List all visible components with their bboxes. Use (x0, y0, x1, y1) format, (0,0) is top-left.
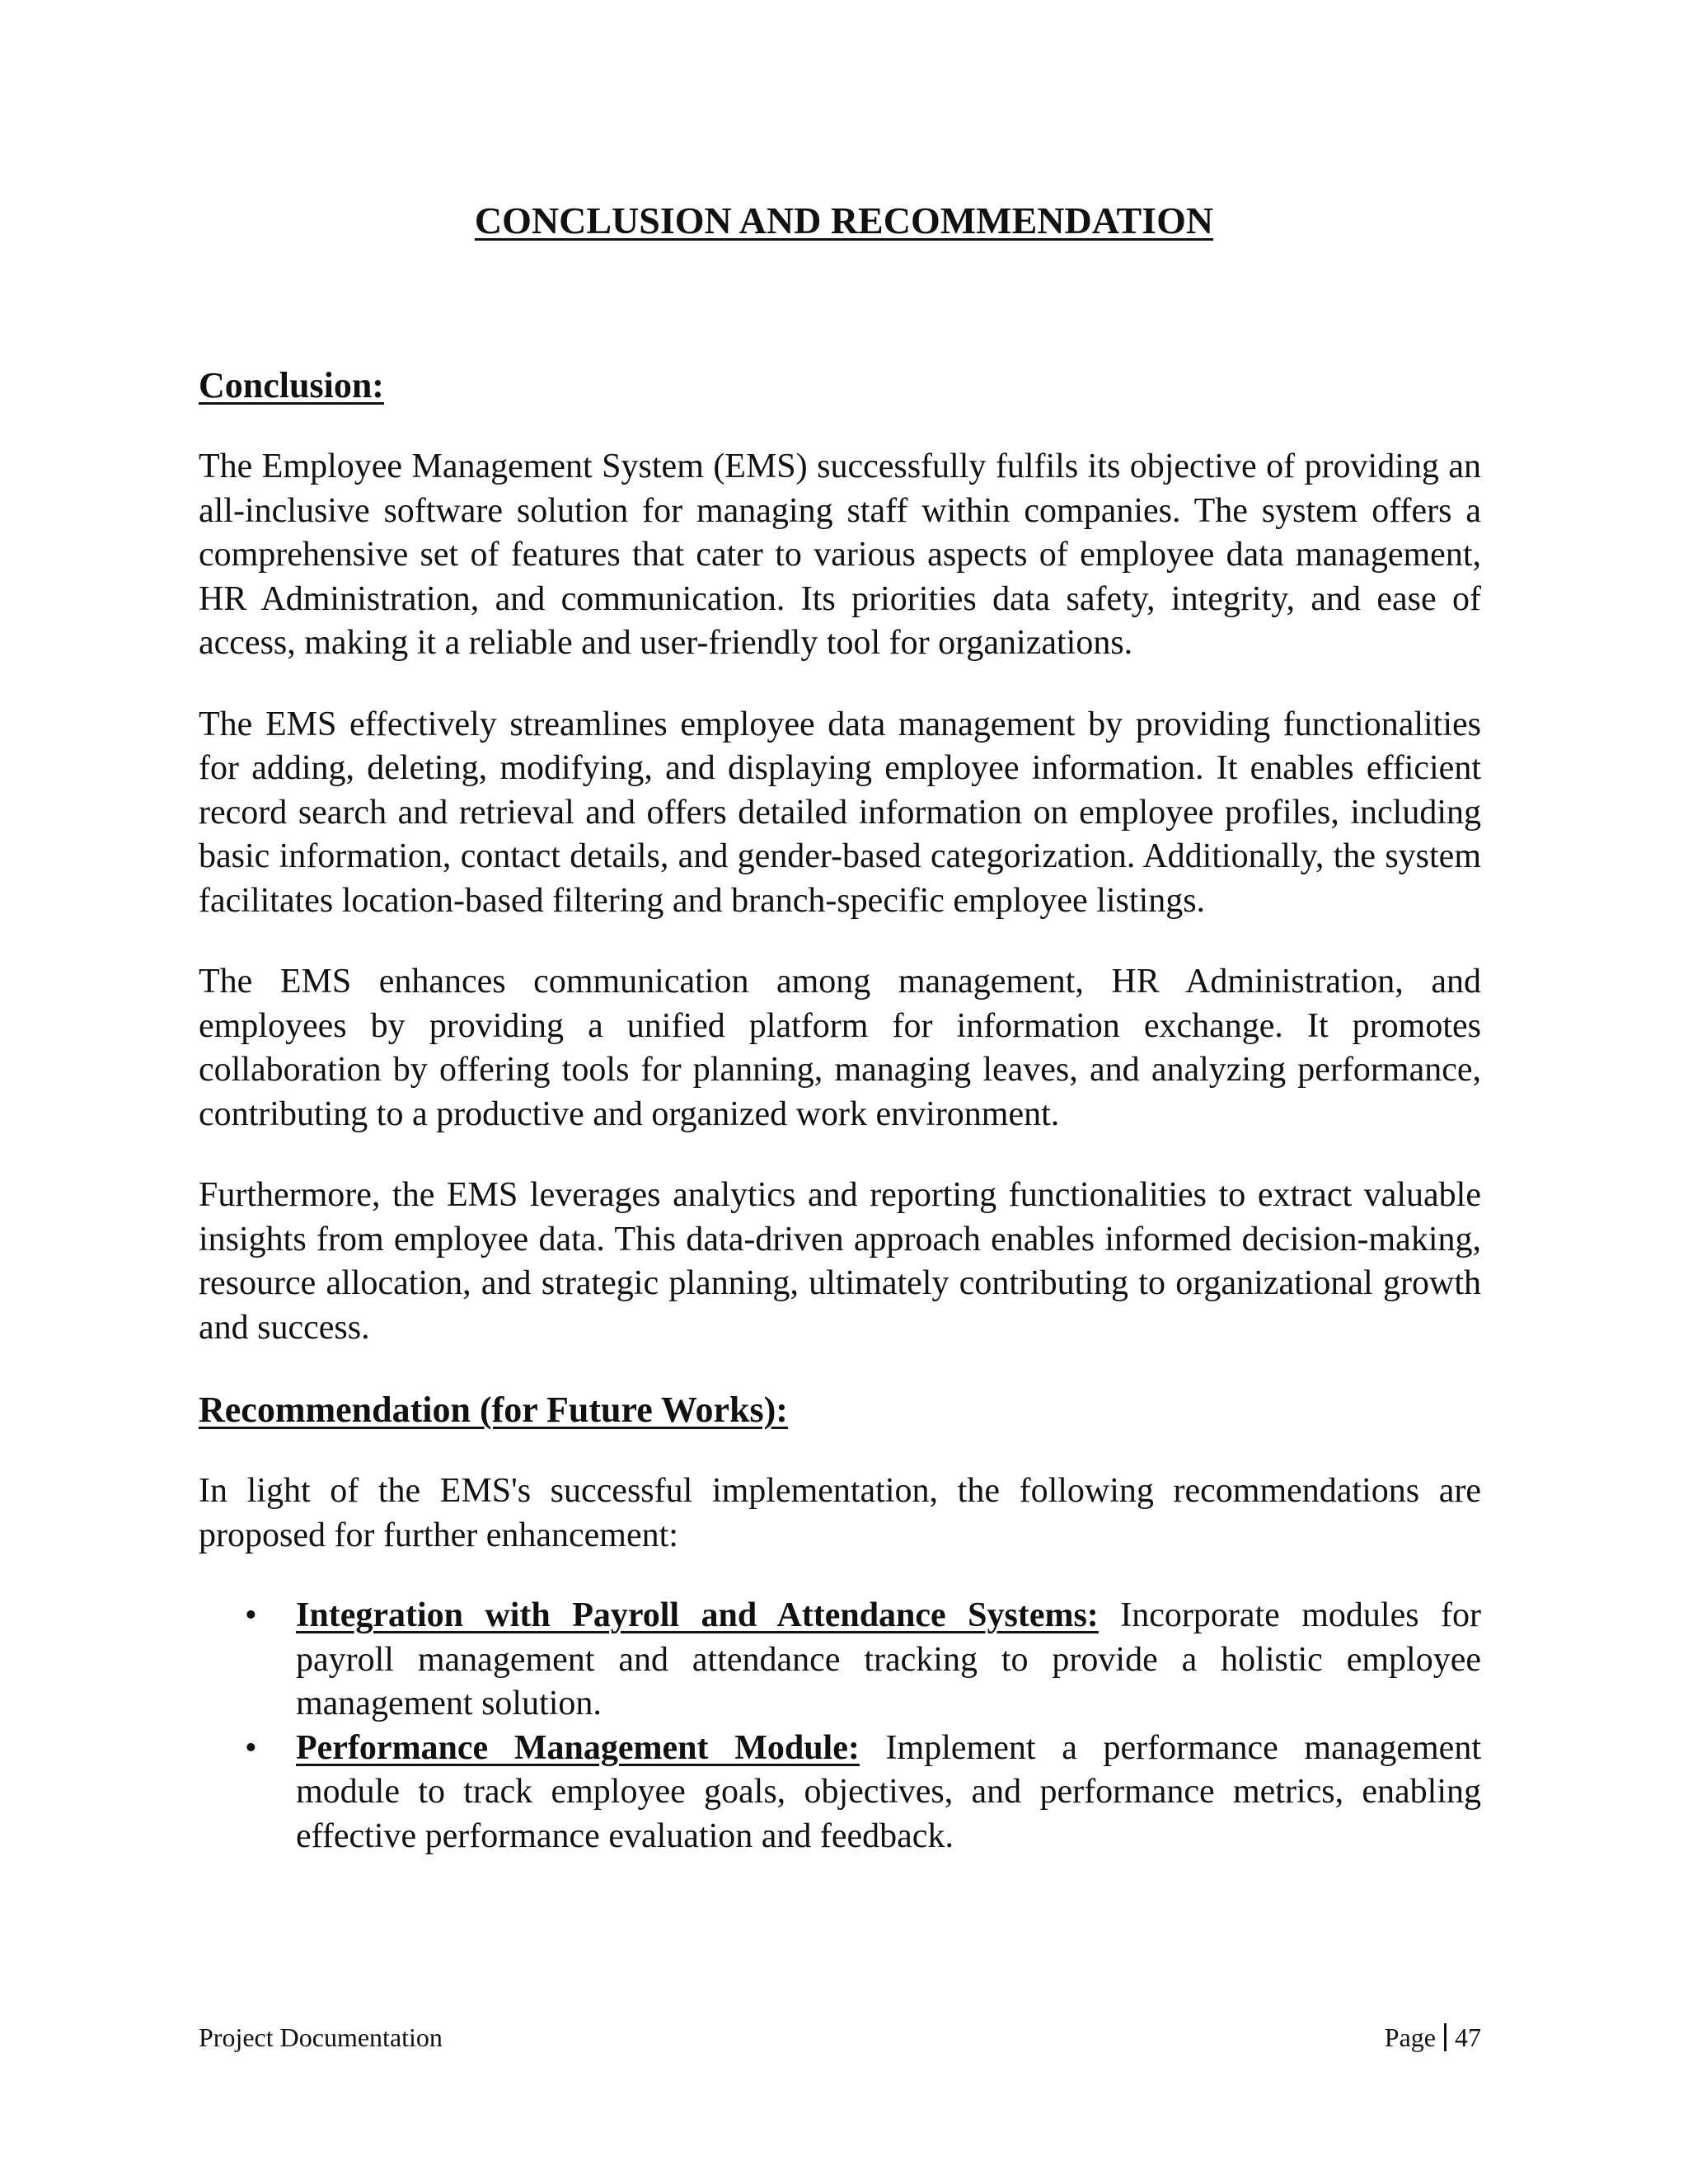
recommendation-term: Integration with Payroll and Attendance Systems: (296, 1596, 1099, 1634)
bullet-icon: • (245, 1596, 257, 1634)
recommendation-list (199, 1594, 1481, 1858)
page-title (0, 196, 1688, 246)
page-title-text: CONCLUSION AND RECOMMENDATION (474, 199, 1214, 241)
conclusion-paragraph-4: Furthermore, the EMS leverages analytics and reporting functionalities to extract valuable insights from employee data. This data-driven approach enables informed decision-making, resource allocation, and strategic planning, ultimately contributing to organizational growth and success. (199, 1176, 1481, 1347)
page-label: Page (1384, 2022, 1436, 2052)
conclusion-paragraph-2: The EMS effectively streamlines employee data management by providing functionalities for adding, deleting, modifying, and displaying employee information. It enables efficient record search and retrieval and offers detailed information on employee profiles, including basic information, contact details, and gender-based categorization. Additionally, the system facilitates location-based filtering and branch-specific employee listings. (199, 705, 1481, 920)
recommendation-text: Incorporate modules for payroll management and attendance tracking to provide a holistic employee management solution. (296, 1596, 1481, 1722)
recommendation-term: Performance Management Module: (296, 1728, 860, 1767)
conclusion-paragraph-1: The Employee Management System (EMS) successfully fulfils its objective of providing an all-inclusive software solution for managing staff within companies. The system offers a comprehensive set of features that cater to various aspects of employee data management, HR Administration, and communication. Its priorities data safety, integrity, and ease of access, making it a reliable and user-friendly tool for organizations. (199, 448, 1481, 662)
bullet-icon: • (245, 1728, 257, 1767)
footer-left-text: Project Documentation (199, 2022, 443, 2052)
page-separator (1444, 2023, 1447, 2051)
conclusion-heading (199, 363, 1481, 409)
recommendation-intro: In light of the EMS's successful implementation, the following recommendations are proposed for further enhancement: (199, 1472, 1481, 1554)
document-body (199, 363, 1481, 1858)
conclusion-paragraph-3: The EMS enhances communication among management, HR Administration, and employees by providing a unified platform for information exchange. It promotes collaboration by offering tools for planning, managing leaves, and analyzing performance, contributing to a productive and organized work environment. (199, 963, 1481, 1133)
recommendation-heading-text: Recommendation (for Future Works): (199, 1390, 788, 1430)
recommendation-item-payroll (199, 1594, 1481, 1727)
recommendation-item-performance (199, 1727, 1481, 1859)
recommendation-text: Implement a performance management module to track employee goals, objectives, and performance metrics, enabling effective performance evaluation and feedback. (296, 1728, 1481, 1855)
conclusion-heading-text: Conclusion: (199, 365, 384, 405)
recommendation-heading (199, 1387, 1481, 1433)
page-number (1385, 2021, 1481, 2054)
page-number-value: 47 (1455, 2022, 1481, 2052)
